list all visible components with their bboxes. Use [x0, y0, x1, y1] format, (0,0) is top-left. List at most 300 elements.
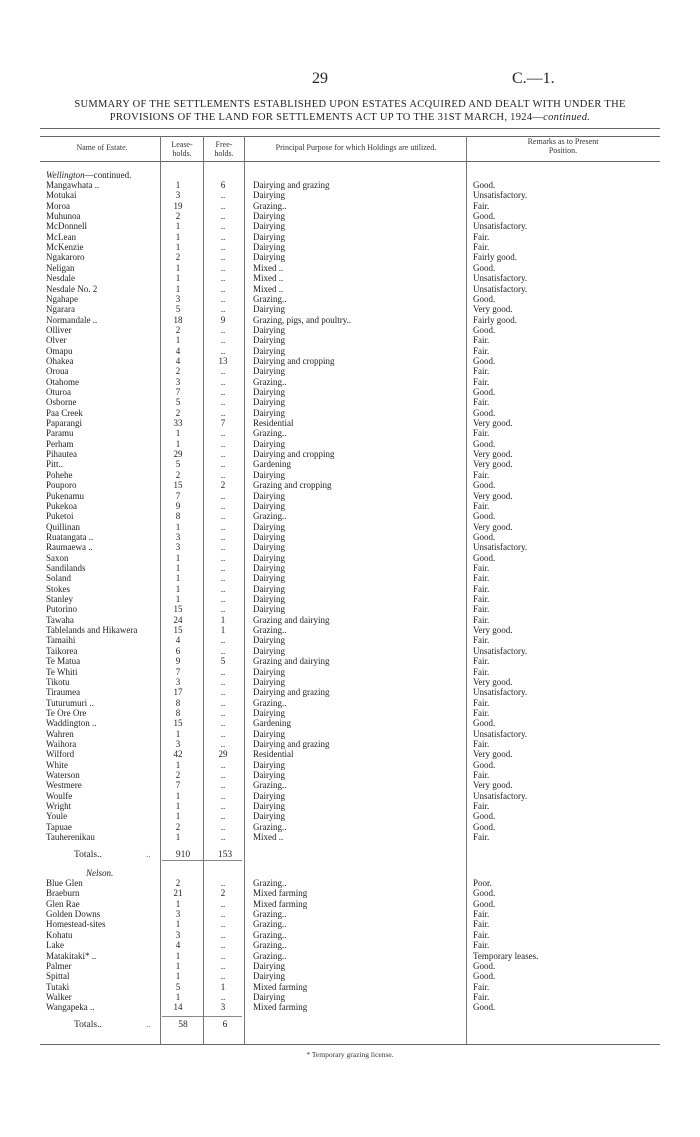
remarks-value: Very good.	[473, 780, 513, 791]
purpose-value: Dairying	[253, 438, 285, 449]
leaseholds-value: 24	[173, 614, 183, 625]
estate-name: Lake	[46, 940, 64, 951]
purpose-value: Dairying	[253, 645, 285, 656]
leaseholds-value: 1	[175, 801, 181, 811]
purpose-value: Grazing..	[253, 821, 287, 832]
wellington-table-row	[0, 491, 700, 501]
remarks-value: Good.	[473, 898, 496, 909]
purpose-value: Dairying	[253, 604, 285, 615]
wellington-table-row	[0, 677, 700, 687]
estate-name: Raumaewa ..	[46, 542, 93, 553]
leaseholds-value: 1	[175, 273, 181, 284]
leaseholds-value: 1	[175, 563, 181, 573]
freeholds-value: ..	[220, 490, 226, 501]
remarks-value: Fair.	[473, 981, 490, 992]
wellington-table-row	[0, 377, 700, 387]
estate-name: Wangapeka ..	[46, 1002, 95, 1013]
leaseholds-value: 7	[175, 666, 181, 677]
wellington-table-row	[0, 532, 700, 542]
purpose-value: Mixed farming	[253, 888, 308, 899]
leaseholds-value: 8	[175, 511, 181, 522]
wellington-totals-dots: ..	[146, 850, 151, 860]
purpose-value: Mixed ..	[253, 832, 284, 842]
nelson-totals-label: Totals..	[74, 1020, 102, 1030]
leaseholds-value: 1	[175, 283, 181, 294]
estate-name: Wright	[46, 801, 72, 811]
purpose-value: Dairying	[253, 304, 285, 315]
remarks-value: Good.	[473, 821, 496, 832]
freeholds-value: ..	[220, 676, 226, 687]
wellington-table-row	[0, 397, 700, 407]
freeholds-value: ..	[220, 707, 226, 718]
leaseholds-value: 1	[175, 335, 181, 346]
wellington-table-row	[0, 408, 700, 418]
remarks-value: Good.	[473, 387, 496, 397]
remarks-value: Fair.	[473, 614, 490, 625]
freeholds-value: ..	[220, 940, 226, 951]
remarks-value: Unsatisfactory.	[473, 190, 528, 201]
purpose-value: Dairying and cropping	[253, 355, 335, 366]
purpose-value: Dairying	[253, 676, 285, 687]
leaseholds-value: 4	[175, 355, 181, 366]
freeholds-value: ..	[220, 832, 226, 842]
freeholds-value: ..	[220, 283, 226, 294]
purpose-value: Grazing..	[253, 919, 287, 930]
purpose-value: Grazing..	[253, 780, 287, 791]
freeholds-value: ..	[220, 449, 226, 460]
leaseholds-value: 18	[173, 314, 183, 325]
estate-name: Tiraumea	[46, 687, 81, 698]
freeholds-value: ..	[220, 573, 226, 584]
remarks-value: Unsatisfactory.	[473, 283, 528, 294]
nelson-table-row	[0, 919, 700, 929]
wellington-totals-label: Totals..	[74, 850, 102, 860]
leaseholds-value: 1	[175, 811, 181, 822]
remarks-value: Good.	[473, 1002, 496, 1013]
estate-name: Neligan	[46, 262, 75, 273]
estate-name: Kohatu	[46, 929, 73, 940]
remarks-value: Good.	[473, 211, 496, 222]
remarks-value: Good.	[473, 811, 496, 822]
estate-name: Stokes	[46, 583, 71, 594]
freeholds-value: ..	[220, 242, 226, 253]
leaseholds-value: 4	[175, 940, 181, 951]
estate-name: Perham	[46, 438, 74, 449]
purpose-value: Dairying	[253, 521, 285, 532]
estate-name: Homestead-sites	[46, 919, 106, 930]
purpose-value: Dairying and cropping	[253, 449, 335, 460]
title-line-2-text: PROVISIONS OF THE LAND FOR SETTLEMENTS ACT UP TO THE 31ST MARCH, 1924—	[109, 112, 544, 123]
estate-name: Golden Downs	[46, 909, 101, 919]
header-purpose: Principal Purpose for which Holdings are utilized.	[275, 143, 437, 152]
wellington-totals-freeholds: 153	[217, 850, 233, 860]
leaseholds-value: 2	[175, 407, 181, 418]
nelson-table-row	[0, 982, 700, 992]
leaseholds-value: 1	[175, 438, 181, 449]
nelson-table-row	[0, 899, 700, 909]
wellington-table-row	[0, 522, 700, 532]
estate-name: Pukekoa	[46, 500, 77, 511]
remarks-value: Fair.	[473, 635, 490, 646]
purpose-value: Dairying	[253, 231, 285, 242]
nelson-table-row	[0, 951, 700, 961]
freeholds-value: ..	[220, 531, 226, 542]
remarks-value: Fair.	[473, 919, 490, 930]
leaseholds-value: 17	[173, 687, 183, 698]
freeholds-value: ..	[220, 780, 226, 791]
purpose-value: Dairying	[253, 801, 285, 811]
leaseholds-value: 15	[173, 625, 183, 635]
freeholds-value: ..	[220, 376, 226, 387]
freeholds-value: ..	[220, 919, 226, 930]
estate-name: Putorino	[46, 604, 78, 615]
purpose-value: Dairying	[253, 366, 285, 377]
purpose-value: Grazing, pigs, and poultry..	[253, 314, 352, 325]
purpose-value: Grazing..	[253, 293, 287, 304]
estate-name: Waddington ..	[46, 718, 97, 729]
wellington-table-row	[0, 584, 700, 594]
remarks-value: Very good.	[473, 625, 513, 635]
wellington-table-row	[0, 449, 700, 459]
wellington-table-row	[0, 749, 700, 759]
nelson-table-row	[0, 930, 700, 940]
leaseholds-value: 1	[175, 573, 181, 584]
wellington-heading-suffix: —continued.	[84, 170, 132, 180]
remarks-value: Fair.	[473, 594, 490, 604]
wellington-table-row	[0, 480, 700, 490]
estate-name: Matakitaki* ..	[46, 950, 97, 961]
leaseholds-value: 3	[175, 929, 181, 940]
leaseholds-value: 7	[175, 780, 181, 791]
freeholds-value: ..	[220, 324, 226, 335]
leaseholds-value: 3	[175, 190, 181, 201]
freeholds-value: ..	[220, 594, 226, 604]
estate-name: Soland	[46, 573, 72, 584]
leaseholds-value: 1	[175, 960, 181, 971]
purpose-value: Grazing..	[253, 697, 287, 708]
remarks-value: Fairly good.	[473, 314, 517, 325]
remarks-value: Fair.	[473, 940, 490, 951]
remarks-value: Fair.	[473, 200, 490, 211]
wellington-table-row	[0, 635, 700, 645]
remarks-value: Fair.	[473, 242, 490, 253]
purpose-value: Dairying	[253, 707, 285, 718]
remarks-value: Good.	[473, 324, 496, 335]
purpose-value: Dairying	[253, 335, 285, 346]
freeholds-value: ..	[220, 645, 226, 656]
estate-name: Omapu	[46, 345, 73, 356]
wellington-table-row	[0, 780, 700, 790]
purpose-value: Dairying	[253, 811, 285, 822]
purpose-value: Dairying	[253, 971, 285, 982]
leaseholds-value: 3	[175, 531, 181, 542]
wellington-table-row	[0, 335, 700, 345]
remarks-value: Fair.	[473, 397, 490, 408]
estate-name: Tawaha	[46, 614, 74, 625]
leaseholds-value: 15	[173, 604, 183, 615]
estate-name: Pitt..	[46, 459, 64, 470]
estate-name: Blue Glen	[46, 878, 83, 888]
header-freeholds-2: holds.	[214, 149, 234, 158]
nelson-table-row	[0, 888, 700, 898]
estate-name: Muhunoa	[46, 211, 81, 222]
wellington-table-row	[0, 625, 700, 635]
wellington-heading: Wellington	[46, 170, 85, 180]
nelson-table-row	[0, 971, 700, 981]
remarks-value: Unsatisfactory.	[473, 645, 528, 656]
estate-name: Woulfe	[46, 790, 73, 801]
estate-name: McKenzie	[46, 242, 84, 253]
remarks-value: Fair.	[473, 469, 490, 480]
freeholds-value: ..	[220, 759, 226, 770]
leaseholds-value: 1	[175, 583, 181, 594]
freeholds-value: ..	[220, 469, 226, 480]
leaseholds-value: 15	[173, 718, 183, 729]
estate-name: Normandale ..	[46, 314, 98, 325]
leaseholds-value: 14	[173, 1002, 183, 1013]
wellington-table-row	[0, 791, 700, 801]
header-leaseholds-2: holds.	[172, 149, 192, 158]
estate-name: Te Matua	[46, 656, 81, 667]
leaseholds-value: 1	[175, 262, 181, 273]
freeholds-value: ..	[220, 252, 226, 263]
leaseholds-value: 1	[175, 428, 181, 439]
purpose-value: Grazing..	[253, 950, 287, 961]
wellington-table-row	[0, 511, 700, 521]
purpose-value: Dairying and grazing	[253, 687, 330, 698]
leaseholds-value: 1	[175, 231, 181, 242]
freeholds-value: ..	[220, 738, 226, 749]
freeholds-value: ..	[220, 929, 226, 940]
purpose-value: Grazing..	[253, 200, 287, 211]
purpose-value: Dairying	[253, 407, 285, 418]
leaseholds-value: 9	[175, 500, 181, 511]
purpose-value: Dairying	[253, 500, 285, 511]
freeholds-value: 5	[220, 656, 226, 667]
header-remarks-1: Remarks as to Present	[527, 137, 599, 146]
estate-name: Mangawhata ..	[46, 180, 100, 190]
freeholds-value: ..	[220, 552, 226, 563]
purpose-value: Dairying	[253, 469, 285, 480]
leaseholds-value: 2	[175, 252, 181, 263]
remarks-value: Fair.	[473, 335, 490, 346]
estate-name: Moroa	[46, 200, 70, 211]
wellington-table-row	[0, 573, 700, 583]
wellington-table-row	[0, 739, 700, 749]
purpose-value: Dairying	[253, 635, 285, 646]
remarks-value: Good.	[473, 971, 496, 982]
remarks-value: Fair.	[473, 707, 490, 718]
leaseholds-value: 2	[175, 366, 181, 377]
wellington-table-row	[0, 553, 700, 563]
wellington-table-row	[0, 801, 700, 811]
wellington-table-row	[0, 563, 700, 573]
leaseholds-value: 1	[175, 594, 181, 604]
freeholds-value: ..	[220, 459, 226, 470]
freeholds-value: ..	[220, 231, 226, 242]
estate-name: Wilford	[46, 749, 75, 760]
freeholds-value: ..	[220, 511, 226, 522]
leaseholds-value: 33	[173, 418, 183, 428]
wellington-table-row	[0, 604, 700, 614]
remarks-value: Good.	[473, 888, 496, 899]
footnote: * Temporary grazing license.	[306, 1050, 394, 1059]
wellington-table-row	[0, 190, 700, 200]
leaseholds-value: 5	[175, 397, 181, 408]
purpose-value: Grazing..	[253, 929, 287, 940]
freeholds-value: ..	[220, 428, 226, 439]
remarks-value: Fair.	[473, 376, 490, 387]
estate-name: Ngarara	[46, 304, 75, 315]
leaseholds-value: 8	[175, 697, 181, 708]
wellington-table-row	[0, 459, 700, 469]
wellington-table-row	[0, 263, 700, 273]
remarks-value: Fair.	[473, 604, 490, 615]
remarks-value: Good.	[473, 531, 496, 542]
freeholds-value: 6	[220, 180, 226, 190]
purpose-value: Grazing and cropping	[253, 480, 332, 491]
remarks-value: Unsatisfactory.	[473, 273, 528, 284]
leaseholds-value: 1	[175, 521, 181, 532]
remarks-value: Good.	[473, 552, 496, 563]
remarks-value: Very good.	[473, 749, 513, 760]
estate-name: Waterson	[46, 769, 80, 780]
leaseholds-value: 15	[173, 480, 183, 491]
freeholds-value: 7	[220, 418, 226, 428]
freeholds-value: ..	[220, 909, 226, 919]
remarks-value: Good.	[473, 759, 496, 770]
purpose-value: Grazing and dairying	[253, 656, 330, 667]
estate-name: Tutaki	[46, 981, 70, 992]
freeholds-value: ..	[220, 801, 226, 811]
estate-name: Pihautea	[46, 449, 77, 460]
estate-name: Sandilands	[46, 563, 86, 573]
freeholds-value: ..	[220, 387, 226, 397]
leaseholds-value: 42	[173, 749, 183, 760]
estate-name: Oroua	[46, 366, 69, 377]
estate-name: Otahome	[46, 376, 79, 387]
estate-name: Ruatangata ..	[46, 531, 94, 542]
remarks-value: Very good.	[473, 676, 513, 687]
estate-name: Westmere	[46, 780, 82, 791]
wellington-table-row	[0, 698, 700, 708]
estate-name: Tauherenikau	[46, 832, 95, 842]
leaseholds-value: 3	[175, 738, 181, 749]
remarks-value: Fair.	[473, 801, 490, 811]
remarks-value: Very good.	[473, 521, 513, 532]
wellington-table-row	[0, 387, 700, 397]
remarks-value: Good.	[473, 262, 496, 273]
remarks-value: Fair.	[473, 583, 490, 594]
wellington-table-row	[0, 180, 700, 190]
wellington-table-row	[0, 201, 700, 211]
freeholds-value: ..	[220, 811, 226, 822]
purpose-value: Dairying	[253, 552, 285, 563]
remarks-value: Fair.	[473, 666, 490, 677]
estate-name: Nesdale	[46, 273, 75, 284]
remarks-value: Very good.	[473, 304, 513, 315]
estate-name: Tikotu	[46, 676, 70, 687]
remarks-value: Very good.	[473, 459, 513, 470]
purpose-value: Dairying	[253, 666, 285, 677]
wellington-table-row	[0, 284, 700, 294]
remarks-value: Unsatisfactory.	[473, 728, 528, 739]
estate-name: Olver	[46, 335, 67, 346]
purpose-value: Mixed ..	[253, 273, 284, 284]
nelson-table-row	[0, 1002, 700, 1012]
leaseholds-value: 1	[175, 180, 181, 190]
purpose-value: Mixed ..	[253, 262, 284, 273]
leaseholds-value: 2	[175, 211, 181, 222]
wellington-table-row	[0, 687, 700, 697]
estate-name: McLean	[46, 231, 76, 242]
wellington-table-row	[0, 542, 700, 552]
purpose-value: Dairying and grazing	[253, 180, 330, 190]
leaseholds-value: 29	[173, 449, 183, 460]
header-freeholds-1: Free-	[215, 140, 233, 149]
freeholds-value: ..	[220, 262, 226, 273]
freeholds-value: ..	[220, 190, 226, 201]
estate-name: Olliver	[46, 324, 72, 335]
leaseholds-value: 3	[175, 376, 181, 387]
remarks-value: Fair.	[473, 656, 490, 667]
leaseholds-value: 1	[175, 971, 181, 982]
wellington-table-row	[0, 718, 700, 728]
freeholds-value: ..	[220, 211, 226, 222]
remarks-value: Unsatisfactory.	[473, 687, 528, 698]
leaseholds-value: 3	[175, 542, 181, 553]
purpose-value: Dairying	[253, 221, 285, 232]
estate-name: Paramu	[46, 428, 74, 439]
leaseholds-value: 3	[175, 676, 181, 687]
freeholds-value: ..	[220, 221, 226, 232]
remarks-value: Good.	[473, 407, 496, 418]
purpose-value: Grazing..	[253, 940, 287, 951]
leaseholds-value: 3	[175, 293, 181, 304]
purpose-value: Dairying	[253, 563, 285, 573]
estate-name: Tuturumuri ..	[46, 697, 94, 708]
wellington-table-row	[0, 315, 700, 325]
remarks-value: Fair.	[473, 769, 490, 780]
purpose-value: Dairying	[253, 324, 285, 335]
freeholds-value: 2	[220, 480, 226, 491]
freeholds-value: ..	[220, 821, 226, 832]
remarks-value: Very good.	[473, 490, 513, 501]
remarks-value: Fair.	[473, 563, 490, 573]
remarks-value: Fair.	[473, 366, 490, 377]
nelson-totals-leaseholds: 58	[178, 1020, 188, 1030]
leaseholds-value: 1	[175, 221, 181, 232]
header-name: Name of Estate.	[76, 143, 128, 152]
remarks-value: Fair.	[473, 991, 490, 1002]
freeholds-value: ..	[220, 583, 226, 594]
wellington-table-row	[0, 325, 700, 335]
remarks-value: Poor.	[473, 878, 492, 888]
freeholds-value: 1	[220, 614, 226, 625]
purpose-value: Residential	[253, 418, 294, 428]
leaseholds-value: 1	[175, 728, 181, 739]
wellington-table-row	[0, 708, 700, 718]
leaseholds-value: 1	[175, 242, 181, 253]
leaseholds-value: 2	[175, 769, 181, 780]
purpose-value: Mixed farming	[253, 981, 308, 992]
purpose-value: Gardening	[253, 459, 291, 470]
estate-name: Stanley	[46, 594, 73, 604]
freeholds-value: ..	[220, 898, 226, 909]
wellington-table-row	[0, 501, 700, 511]
remarks-value: Good.	[473, 718, 496, 729]
estate-name: Saxon	[46, 552, 69, 563]
